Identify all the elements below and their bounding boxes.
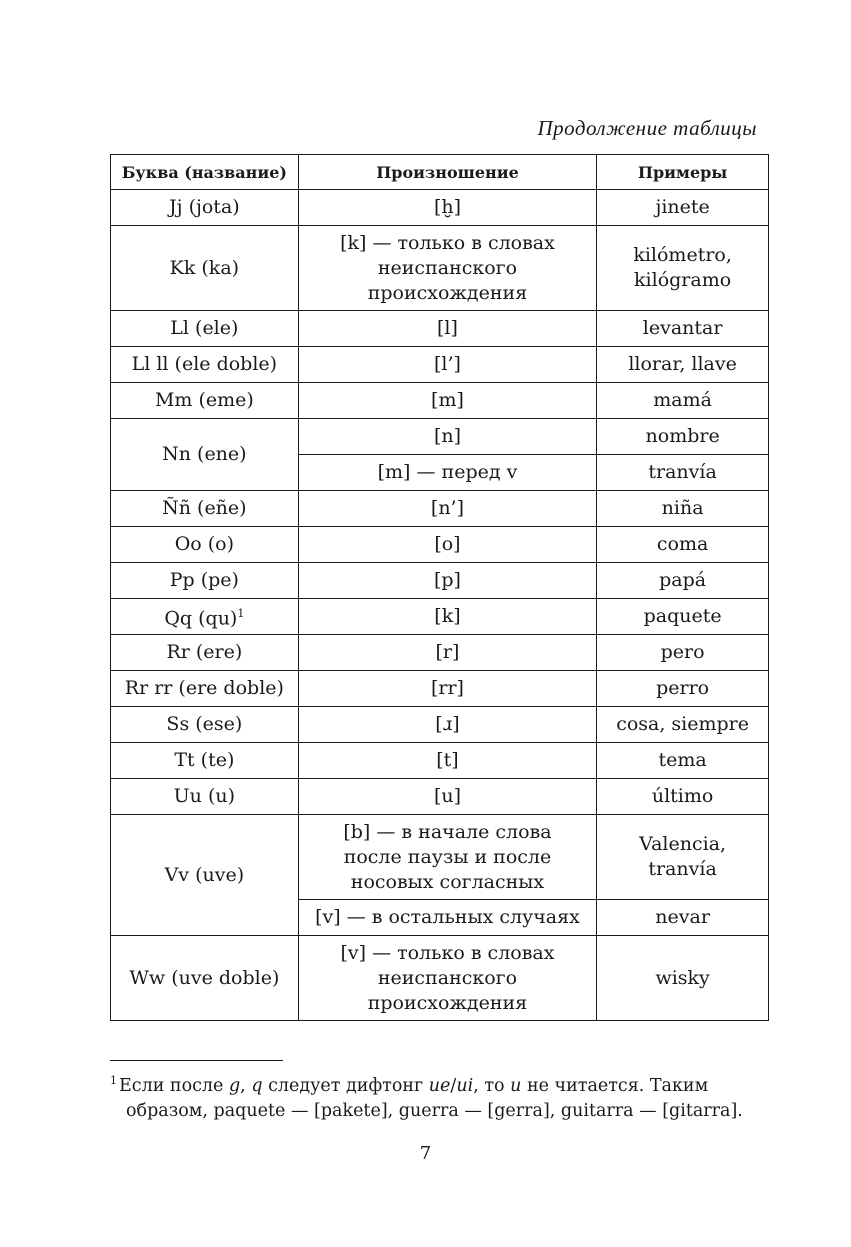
- letter-cell: Ll ll (ele doble): [111, 347, 299, 383]
- footnote-italic: ue: [428, 1075, 451, 1096]
- pronunciation-cell: [298, 815, 597, 900]
- example-line: kilógramo: [634, 269, 732, 291]
- letter-cell: Oo (o): [111, 527, 299, 563]
- table-header-row: [111, 155, 769, 190]
- footnote-italic: u: [510, 1075, 522, 1096]
- pronunciation-cell: [m] — перед v: [298, 455, 597, 491]
- table-row: [111, 419, 769, 455]
- examples-cell: [597, 226, 769, 311]
- letter-cell: Ss (ese): [111, 707, 299, 743]
- footnote-divider: [110, 1060, 283, 1061]
- footnote: [110, 1068, 772, 1124]
- footnote-ref: 1: [237, 607, 245, 621]
- pronunciation-cell: [r]: [298, 635, 597, 671]
- table-row: [111, 599, 769, 635]
- examples-cell: tema: [597, 743, 769, 779]
- examples-cell: wisky: [597, 936, 769, 1021]
- pron-line: происхождения: [367, 991, 528, 1014]
- letter-cell: Tt (te): [111, 743, 299, 779]
- header-pronunciation: Произношение: [298, 155, 597, 190]
- example-line: Valencia,: [639, 833, 727, 855]
- pronunciation-cell: [298, 226, 597, 311]
- footnote-italic: g: [228, 1075, 241, 1096]
- table-row: [111, 671, 769, 707]
- letter-cell: Ww (uve doble): [111, 936, 299, 1021]
- pronunciation-cell: [n]: [298, 419, 597, 455]
- examples-cell: perro: [597, 671, 769, 707]
- pronunciation-cell: [o]: [298, 527, 597, 563]
- letter-cell: Ll (ele): [111, 311, 299, 347]
- pronunciation-cell: [ɹ]: [298, 707, 597, 743]
- examples-cell: levantar: [597, 311, 769, 347]
- pronunciation-cell: [n’]: [298, 491, 597, 527]
- table-row: [111, 815, 769, 900]
- table-row: [111, 707, 769, 743]
- letter-cell: Uu (u): [111, 779, 299, 815]
- pronunciation-cell: [rr]: [298, 671, 597, 707]
- letter-cell: [111, 599, 299, 635]
- examples-cell: paquete: [597, 599, 769, 635]
- table-row: [111, 743, 769, 779]
- footnote-text: , то: [473, 1075, 511, 1096]
- letter-cell: Ññ (eñe): [111, 491, 299, 527]
- letter-label: Qq (qu): [164, 607, 238, 630]
- letter-cell: Pp (pe): [111, 563, 299, 599]
- header-letter: Буква (название): [111, 155, 299, 190]
- pronunciation-cell: [k]: [298, 599, 597, 635]
- pron-line: [k] — только в словах: [340, 231, 555, 254]
- letter-cell: Jj (jota): [111, 190, 299, 226]
- pron-line: неиспанского: [377, 256, 518, 279]
- example-line: tranvía: [648, 858, 717, 880]
- footnote-marker: 1: [110, 1074, 117, 1087]
- footnote-italic: ui: [456, 1075, 474, 1096]
- table-row: [111, 226, 769, 311]
- examples-cell: papá: [597, 563, 769, 599]
- pron-line: [b] — в начале слова: [343, 820, 552, 843]
- footnote-text: Если после: [119, 1075, 229, 1096]
- pron-line: после паузы и после: [343, 845, 552, 868]
- letter-cell: Nn (ene): [111, 419, 299, 491]
- pronunciation-cell: [t]: [298, 743, 597, 779]
- letter-cell: Mm (eme): [111, 383, 299, 419]
- examples-cell: nevar: [597, 900, 769, 936]
- examples-cell: nombre: [597, 419, 769, 455]
- examples-cell: pero: [597, 635, 769, 671]
- footnote-text: не читается. Таким: [521, 1075, 709, 1096]
- examples-cell: cosa, siempre: [597, 707, 769, 743]
- pron-line: [v] — только в словах: [340, 941, 555, 964]
- examples-cell: coma: [597, 527, 769, 563]
- pron-line: неиспанского: [377, 966, 518, 989]
- footnote-text: /: [450, 1075, 457, 1096]
- header-examples: Примеры: [597, 155, 769, 190]
- pronunciation-cell: [v] — в остальных случаях: [298, 900, 597, 936]
- footnote-italic: q: [251, 1075, 263, 1096]
- examples-cell: [597, 815, 769, 900]
- examples-cell: llorar, llave: [597, 347, 769, 383]
- table-row: [111, 527, 769, 563]
- letter-cell: Rr (ere): [111, 635, 299, 671]
- page-number: 7: [419, 1143, 432, 1164]
- footnote-text: следует дифтонг: [262, 1075, 429, 1096]
- examples-cell: mamá: [597, 383, 769, 419]
- pronunciation-cell: [p]: [298, 563, 597, 599]
- pronunciation-cell: [298, 936, 597, 1021]
- table-row: [111, 347, 769, 383]
- example-line: kilómetro,: [633, 244, 732, 266]
- letter-cell: Rr rr (ere doble): [111, 671, 299, 707]
- pronunciation-cell: [ḫ]: [298, 190, 597, 226]
- examples-cell: último: [597, 779, 769, 815]
- alphabet-table: [110, 154, 769, 1021]
- footnote-text: ,: [240, 1075, 252, 1096]
- footnote-line-2: образом, paquete — [pakete], guerra — [gerra], guitarra — [gitarra].: [126, 1100, 743, 1121]
- pronunciation-cell: [m]: [298, 383, 597, 419]
- table-row: [111, 779, 769, 815]
- pronunciation-cell: [l’]: [298, 347, 597, 383]
- letter-cell: Kk (ka): [111, 226, 299, 311]
- table-row: [111, 383, 769, 419]
- pron-line: происхождения: [367, 281, 528, 304]
- table-row: [111, 635, 769, 671]
- pronunciation-cell: [l]: [298, 311, 597, 347]
- table-row: [111, 563, 769, 599]
- pronunciation-cell: [u]: [298, 779, 597, 815]
- examples-cell: niña: [597, 491, 769, 527]
- table-row: [111, 491, 769, 527]
- table-row: [111, 190, 769, 226]
- table-row: [111, 311, 769, 347]
- pron-line: носовых согласных: [350, 870, 545, 893]
- letter-cell: Vv (uve): [111, 815, 299, 936]
- table-row: [111, 936, 769, 1021]
- examples-cell: jinete: [597, 190, 769, 226]
- examples-cell: tranvía: [597, 455, 769, 491]
- table-continuation-label: Продолжение таблицы: [537, 116, 757, 140]
